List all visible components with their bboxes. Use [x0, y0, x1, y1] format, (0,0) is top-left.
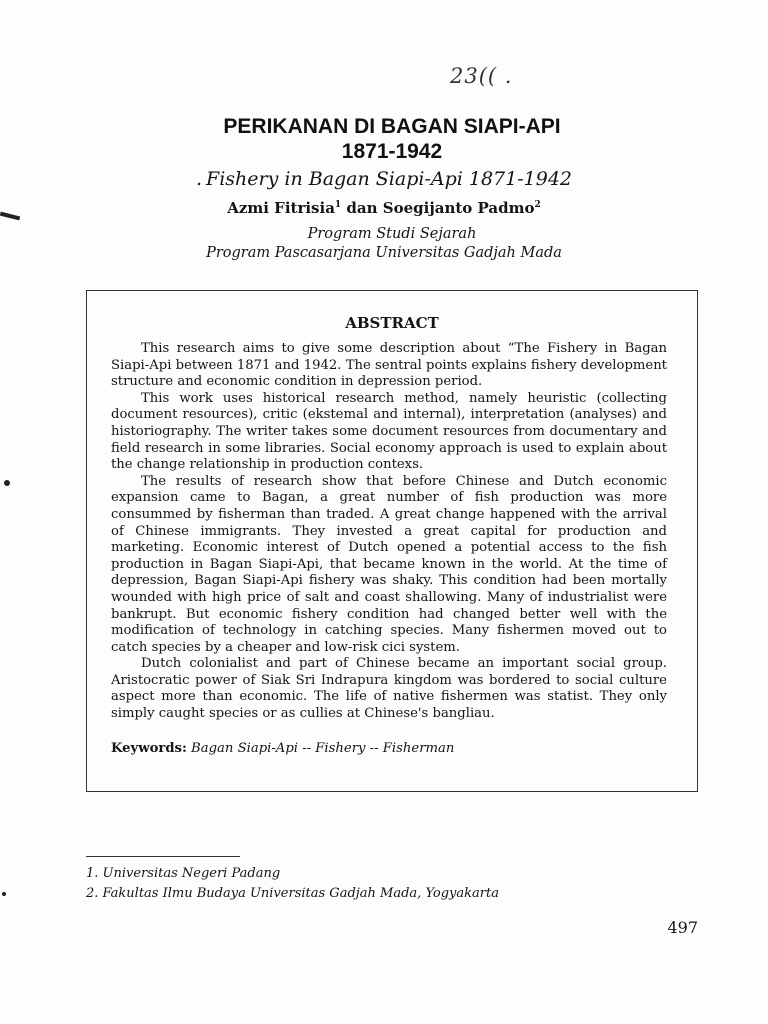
english-subtitle-text: Fishery in Bagan Siapi-Api 1871-1942: [206, 168, 572, 190]
article-title: PERIKANAN DI BAGAN SIAPI-API: [223, 115, 561, 138]
abstract-paragraph: This research aims to give some description about “The Fishery in Bagan Siapi-Api between 1871 and 1942. The sentral points explains fishery development structure and economic condition in depression period.: [111, 341, 667, 390]
abstract-heading: ABSTRACT: [345, 314, 439, 332]
english-subtitle: . Fishery in Bagan Siapi-Api 1871-1942: [195, 168, 572, 190]
abstract-body: [111, 341, 667, 723]
abstract-box: [86, 290, 698, 792]
handwritten-note: 23(( .: [450, 64, 513, 88]
article-title-years: 1871-1942: [341, 140, 443, 163]
keywords: [111, 741, 667, 756]
abstract-paragraph: Dutch colonialist and part of Chinese became an important social group. Aristocratic power of Siak Sri Indrapura kingdom was bordered to social culture aspect more than economic. The life of native fishermen was statist. They only simply caught species or as cullies at Chinese's bangliau.: [111, 656, 667, 722]
page-number: 497: [667, 918, 698, 937]
keywords-list: Bagan Siapi-Api -- Fishery -- Fisherman: [186, 741, 455, 756]
abstract-paragraph: The results of research show that before Chinese and Dutch economic expansion came to Bagan, a great number of fish production was more consummed by fisherman than traded. A great change happened with the arrival of Chinese immigrants. They invested a great capital for production and marketing. Economic interest of Dutch opened a potential access to the fish production in Bagan Siapi-Api, that became known in the world. At the time of depression, Bagan Siapi-Api fishery was shaky. This condition had been mortally wounded with high price of salt and coast shallowing. Many of industrialist were bankrupt. But economic fishery condition had changed better well with the modification of technology in catching species. Many fishermen moved out to catch species by a cheaper and low-risk cici system.: [111, 473, 667, 655]
footnote-item: 2. Fakultas Ilmu Budaya Universitas Gadjah Mada, Yogyakarta: [86, 886, 499, 901]
footnotes: [86, 864, 646, 904]
affiliation-program: Program Studi Sejarah: [307, 226, 477, 242]
author-1-footnote-mark: 1: [334, 200, 342, 210]
author-2-footnote-mark: 2: [534, 200, 541, 210]
author-1: Azmi Fitrisia: [227, 199, 335, 217]
footnote-divider: [86, 856, 240, 857]
keywords-label: Keywords:: [111, 741, 187, 756]
author-2: Soegijanto Padmo: [382, 199, 535, 217]
margin-mark-bottom: [2, 892, 6, 896]
author-line: [0, 199, 768, 217]
abstract-paragraph: This work uses historical research method, namely heuristic (collecting document resources), critic (ekstemal and internal), interpretation (analyses) and historiography. The writer takes some document resources from documentary and field research in some libraries. Social economy approach is used to explain about the change relationship in production contexs.: [111, 390, 667, 473]
author-separator: dan: [341, 199, 383, 217]
affiliation-university: Program Pascasarjana Universitas Gadjah Mada: [206, 245, 562, 261]
footnote-item: 1. Universitas Negeri Padang: [86, 866, 281, 881]
margin-mark-middle: [4, 480, 10, 486]
